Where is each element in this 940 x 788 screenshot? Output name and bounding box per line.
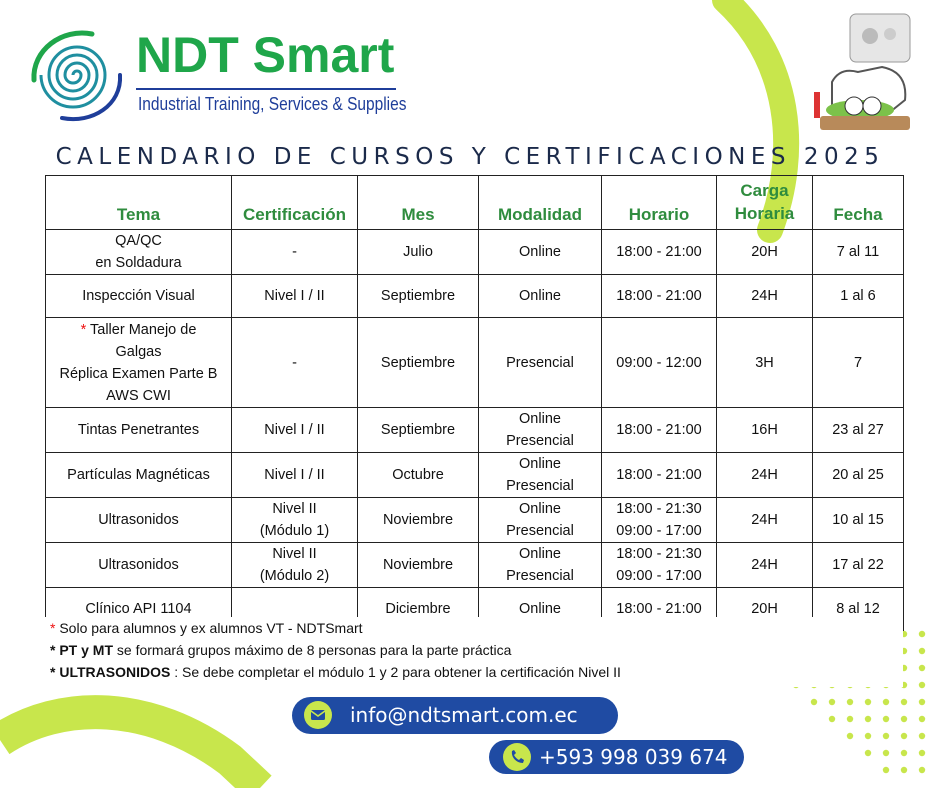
cell-mes: Diciembre <box>358 588 479 631</box>
cell-carga: 24H <box>717 453 813 498</box>
header-certificacion: Certificación <box>232 176 358 230</box>
cell-horario: 18:00 - 21:00 <box>602 588 717 631</box>
cell-tema: Tintas Penetrantes <box>46 408 232 453</box>
cell-fecha: 17 al 22 <box>813 543 904 588</box>
cell-fecha: 8 al 12 <box>813 588 904 631</box>
cell-mes: Septiembre <box>358 408 479 453</box>
table-row <box>46 543 904 588</box>
cell-horario: 18:00 - 21:00 <box>602 230 717 275</box>
cell-carga: 24H <box>717 275 813 318</box>
cell-modalidad: Online <box>479 588 602 631</box>
cell-cert: Nivel I / II <box>232 408 358 453</box>
cell-modalidad: Online <box>479 230 602 275</box>
table-header-row <box>46 176 904 230</box>
cell-fecha: 20 al 25 <box>813 453 904 498</box>
cell-cert: Nivel I / II <box>232 453 358 498</box>
cell-carga: 20H <box>717 230 813 275</box>
cell-mes: Septiembre <box>358 275 479 318</box>
cell-tema: * Taller Manejo de Galgas Réplica Examen Parte B AWS CWI <box>46 318 232 408</box>
cell-modalidad: Presencial <box>479 318 602 408</box>
brand-name: NDT Smart <box>136 27 395 83</box>
footnote-3: * ULTRASONIDOS : Se debe completar el módulo 1 y 2 para obtener la certificación Nivel II <box>50 664 621 680</box>
header-modalidad: Modalidad <box>479 176 602 230</box>
cell-horario: 18:00 - 21:30 09:00 - 17:00 <box>602 543 717 588</box>
table-row <box>46 275 904 318</box>
cell-modalidad: Online Presencial <box>479 408 602 453</box>
cell-tema: QA/QC en Soldadura <box>46 230 232 275</box>
header-mes: Mes <box>358 176 479 230</box>
table-row <box>46 318 904 408</box>
header-horario: Horario <box>602 176 717 230</box>
table-row <box>46 498 904 543</box>
footnotes <box>45 617 903 687</box>
brand-divider <box>136 88 396 90</box>
cell-fecha: 7 <box>813 318 904 408</box>
cell-tema: Clínico API 1104 <box>46 588 232 631</box>
email-contact[interactable] <box>292 697 618 734</box>
cell-mes: Julio <box>358 230 479 275</box>
mascot-illustration <box>810 12 918 136</box>
table-row <box>46 453 904 498</box>
header-tema: Tema <box>46 176 232 230</box>
table-row <box>46 408 904 453</box>
cell-tema: Ultrasonidos <box>46 498 232 543</box>
cell-modalidad: Online Presencial <box>479 543 602 588</box>
header-fecha: Fecha <box>813 176 904 230</box>
cell-horario: 18:00 - 21:00 <box>602 275 717 318</box>
cell-tema: Partículas Magnéticas <box>46 453 232 498</box>
cell-cert: Nivel II (Módulo 1) <box>232 498 358 543</box>
cell-cert: Nivel I / II <box>232 275 358 318</box>
cell-carga: 3H <box>717 318 813 408</box>
cell-tema: Ultrasonidos <box>46 543 232 588</box>
cell-cert: - <box>232 230 358 275</box>
header-carga-horaria: Carga Horaria <box>717 176 813 230</box>
cell-fecha: 1 al 6 <box>813 275 904 318</box>
email-text: info@ndtsmart.com.ec <box>350 703 578 727</box>
cell-horario: 18:00 - 21:30 09:00 - 17:00 <box>602 498 717 543</box>
cell-horario: 09:00 - 12:00 <box>602 318 717 408</box>
cell-modalidad: Online Presencial <box>479 498 602 543</box>
cell-tema: Inspección Visual <box>46 275 232 318</box>
footnote-1: * Solo para alumnos y ex alumnos VT - NDTSmart <box>50 620 363 636</box>
page-title: CALENDARIO DE CURSOS Y CERTIFICACIONES 2025 <box>55 144 885 170</box>
cell-mes: Septiembre <box>358 318 479 408</box>
phone-icon <box>503 743 531 771</box>
cell-cert: Nivel II (Módulo 2) <box>232 543 358 588</box>
cell-carga: 16H <box>717 408 813 453</box>
required-star: * <box>80 321 87 338</box>
cell-fecha: 7 al 11 <box>813 230 904 275</box>
cell-mes: Octubre <box>358 453 479 498</box>
footnote-2: * PT y MT se formará grupos máximo de 8 personas para la parte práctica <box>50 642 512 658</box>
mail-icon <box>304 701 332 729</box>
cell-cert: - <box>232 318 358 408</box>
cell-carga: 20H <box>717 588 813 631</box>
cell-mes: Noviembre <box>358 543 479 588</box>
table-row <box>46 230 904 275</box>
course-calendar-table <box>45 175 904 631</box>
brand-tagline: Industrial Training, Services & Supplies <box>138 94 407 114</box>
logo-spiral-icon <box>22 20 132 130</box>
phone-text: +593 998 039 674 <box>539 745 728 769</box>
cell-fecha: 10 al 15 <box>813 498 904 543</box>
cell-carga: 24H <box>717 543 813 588</box>
cell-horario: 18:00 - 21:00 <box>602 453 717 498</box>
cell-modalidad: Online Presencial <box>479 453 602 498</box>
phone-contact[interactable] <box>489 740 744 774</box>
cell-mes: Noviembre <box>358 498 479 543</box>
cell-modalidad: Online <box>479 275 602 318</box>
cell-carga: 24H <box>717 498 813 543</box>
cell-horario: 18:00 - 21:00 <box>602 408 717 453</box>
cell-fecha: 23 al 27 <box>813 408 904 453</box>
